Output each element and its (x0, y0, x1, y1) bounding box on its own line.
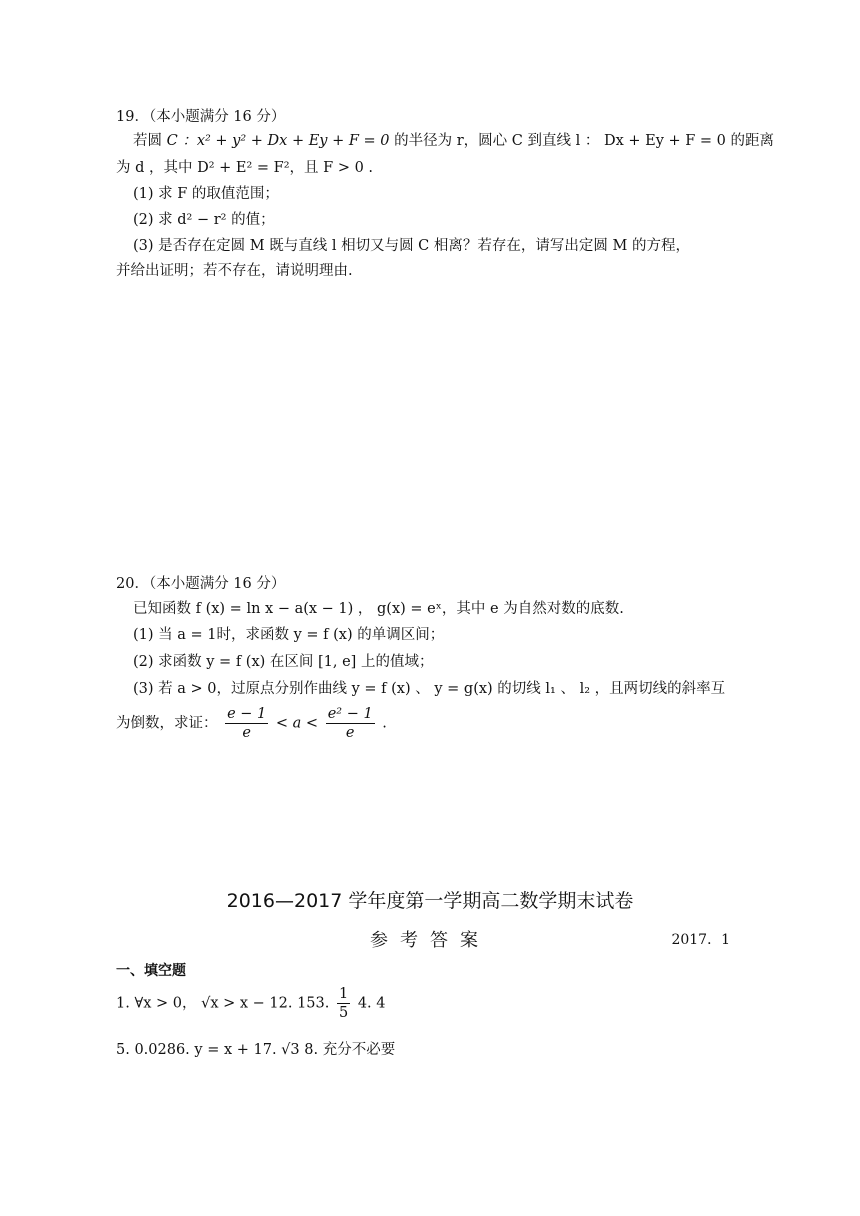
q19-intro-text-b: 的半径为 r，圆心 C 到直线 l ： Dx + Ey + F = 0 的距离 (389, 133, 775, 149)
q19-part1: (1) 求 F 的取值范围； (133, 186, 279, 202)
answer-row-1-suffix: 4. 4 (357, 995, 386, 1012)
answer-key-subtitle: 参考答案 (370, 930, 490, 951)
fraction-left-numerator: e − 1 (227, 706, 267, 722)
q20-part3-line1: (3) 若 a > 0，过原点分别作曲线 y = f (x) 、 y = g(x) 的切线 l₁ 、 l₂ ，且两切线的斜率互 (133, 681, 726, 697)
q19-part3-line1: (3) 是否存在定圆 M 既与直线 l 相切又与圆 C 相离？若存在，请写出定圆 M 的方程， (133, 238, 690, 254)
q20-part1: (1) 当 a = 1时，求函数 y = f (x) 的单调区间； (133, 627, 445, 643)
section-fill-in-blank: 一、填空题 (116, 963, 186, 979)
q19-intro-line1 (133, 131, 774, 151)
q19-intro-line2: 为 d ，其中 D² + E² = F²，且 F > 0 . (116, 160, 374, 176)
inequality-end: . (382, 715, 387, 732)
answer-key-title: 2016—2017 学年度第一学期高二数学期末试卷 (226, 890, 634, 912)
q19-part3-line2: 并给出证明；若不存在，请说明理由. (116, 263, 353, 279)
q19-part2: (2) 求 d² − r² 的值； (133, 212, 275, 228)
answer-row-1 (116, 985, 385, 1022)
q20-part3-line2 (116, 705, 387, 742)
q20-prove-prefix: 为倒数，求证： (116, 715, 218, 732)
answer-fraction-numerator: 1 (338, 986, 349, 1002)
fraction-right-denominator: e (345, 725, 355, 741)
fraction-left (225, 705, 268, 742)
q20-intro: 已知函数 f (x) = ln x − a(x − 1) ， g(x) = eˣ，其中 e 为自然对数的底数. (133, 601, 624, 617)
answer-row-1-prefix: 1. ∀x > 0， √x > x − 12. 153. (116, 995, 334, 1012)
q19-circle-equation: C ：x² + y² + Dx + Ey + F = 0 (166, 133, 390, 149)
q19-intro-text-a: 若圆 (133, 133, 167, 149)
inequality-middle: < a < (275, 715, 319, 732)
answer-fraction-denominator: 5 (338, 1005, 349, 1021)
q19-heading: 19．（本小题满分 16 分） (116, 109, 286, 125)
q20-heading: 20．（本小题满分 16 分） (116, 576, 286, 592)
fraction-left-denominator: e (242, 725, 251, 741)
answer-fraction (337, 985, 350, 1022)
fraction-right-numerator: e² − 1 (327, 706, 373, 722)
answer-key-date: 2017．1 (671, 932, 730, 948)
answer-row-2: 5. 0.0286. y = x + 17. √3 8. 充分不必要 (116, 1042, 396, 1058)
fraction-right (326, 705, 375, 742)
q20-part2: (2) 求函数 y = f (x) 在区间 [1, e] 上的值域； (133, 654, 434, 670)
